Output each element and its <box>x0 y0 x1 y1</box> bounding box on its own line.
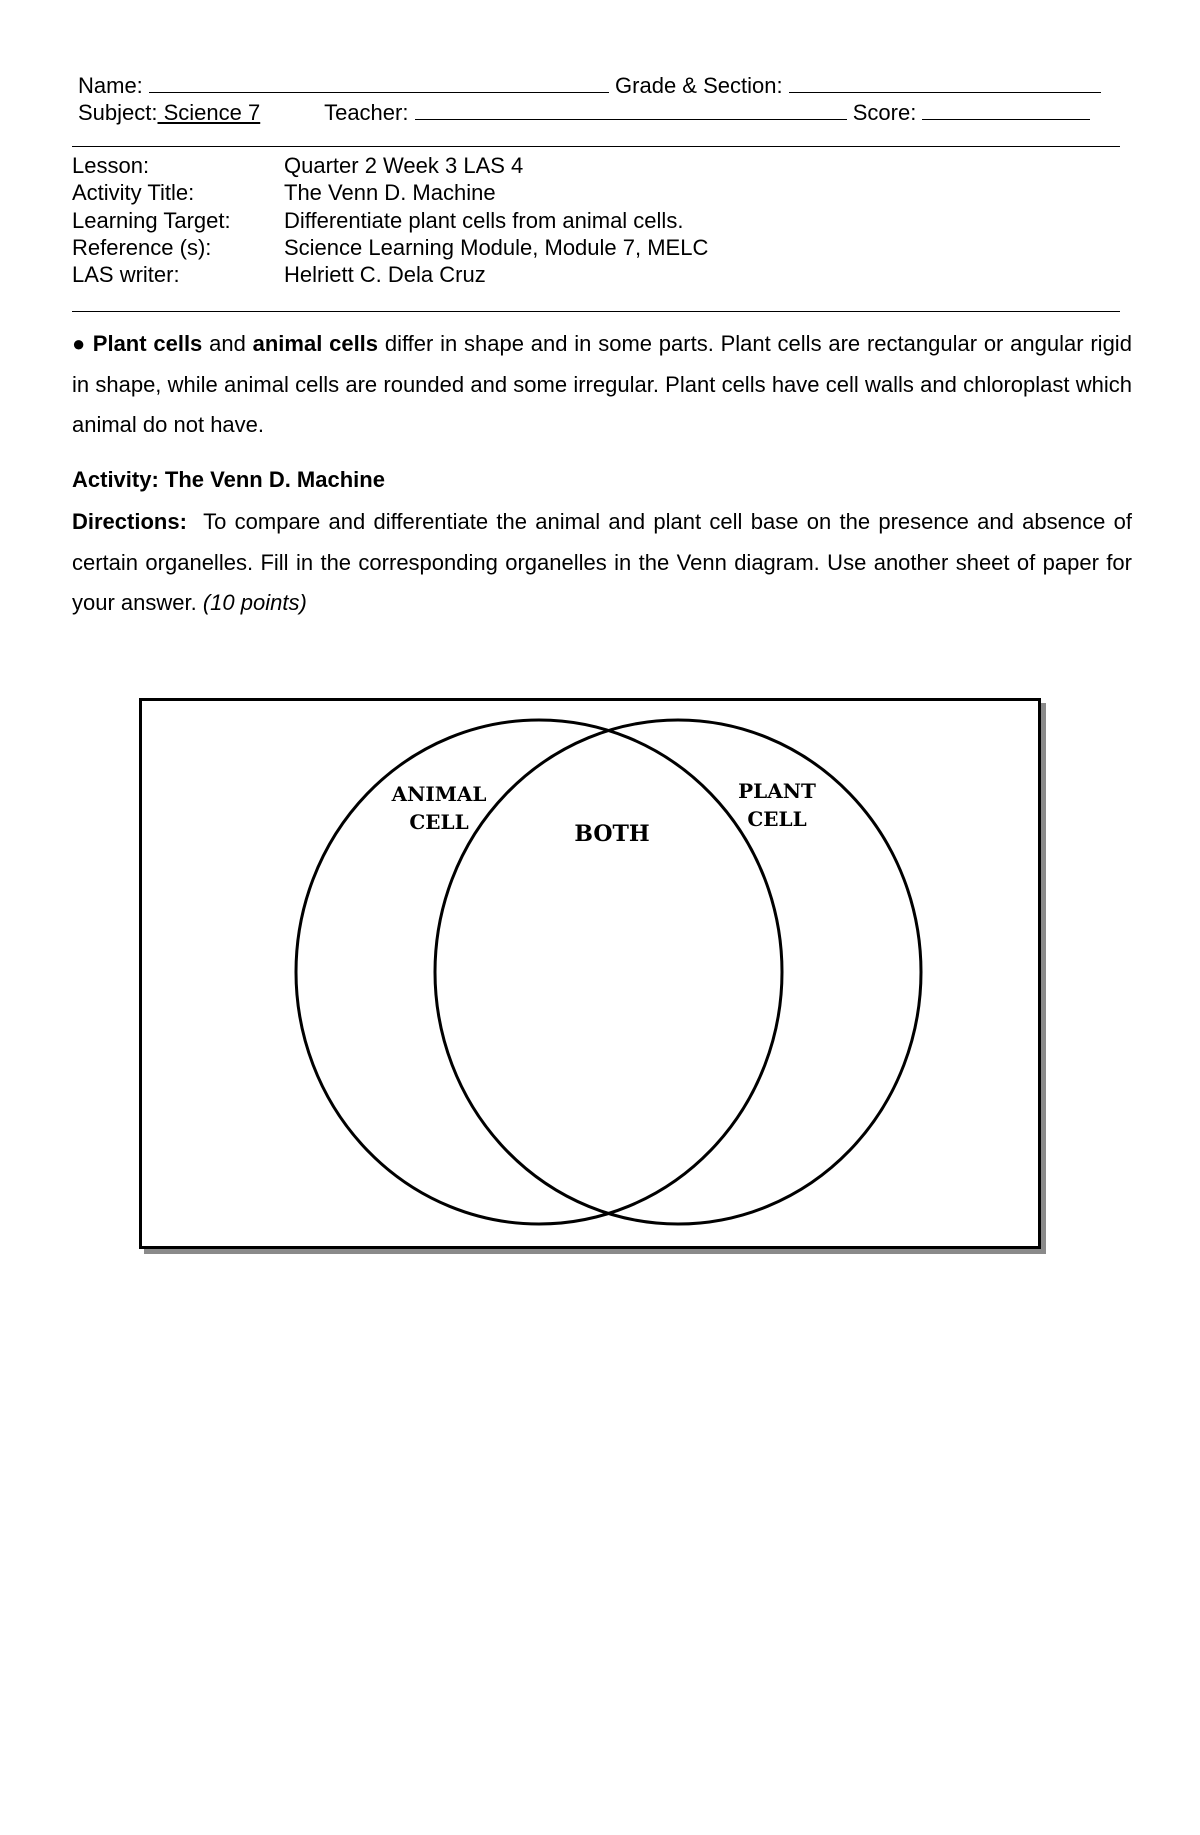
meta-label: Activity Title: <box>72 180 195 205</box>
directions-label: Directions: <box>72 509 187 534</box>
grade-section-blank[interactable] <box>789 72 1101 93</box>
subject-row <box>78 99 1090 126</box>
name-row <box>78 72 1101 99</box>
score-label: Score: <box>852 100 917 125</box>
divider-bottom <box>72 311 1120 312</box>
activity-title-text: Activity: The Venn D. Machine <box>72 467 385 492</box>
animal-cell-label-line2: CELL <box>409 810 469 834</box>
meta-value: Science Learning Module, Module 7, MELC <box>284 235 709 260</box>
directions-text: To compare and differentiate the animal and plant cell base on the presence and absence of certain organelles. Fill in the corresponding organelles in the Venn diagram. Use another sheet of paper for your answer. <box>72 509 1133 615</box>
meta-label: Learning Target: <box>72 208 231 233</box>
directions-paragraph <box>72 502 1132 624</box>
both-label: BOTH <box>574 821 650 847</box>
intro-bold-animal-cells: animal cells <box>252 331 379 356</box>
intro-and: and <box>209 331 246 356</box>
plant-cell-circle[interactable] <box>435 720 921 1224</box>
intro-bold-plant-cells: Plant cells <box>92 331 203 356</box>
meta-label: LAS writer: <box>72 262 180 287</box>
name-label: Name: <box>78 73 143 98</box>
venn-diagram <box>142 701 1038 1246</box>
meta-value: The Venn D. Machine <box>284 180 496 205</box>
name-blank[interactable] <box>149 72 609 93</box>
bullet: ● <box>72 331 86 356</box>
animal-cell-label-line1: ANIMAL <box>391 782 487 806</box>
score-blank[interactable] <box>922 99 1090 120</box>
activity-title <box>72 460 1132 501</box>
meta-value: Quarter 2 Week 3 LAS 4 <box>284 153 524 178</box>
meta-value: Differentiate plant cells from animal cells. <box>284 208 684 233</box>
meta-label: Reference (s): <box>72 235 212 260</box>
subject-label: Subject: <box>78 100 158 125</box>
subject-value: Science 7 <box>157 100 261 125</box>
animal-cell-circle[interactable] <box>296 720 782 1224</box>
grade-section-label: Grade & Section: <box>615 73 783 98</box>
meta-value: Helriett C. Dela Cruz <box>284 262 486 287</box>
intro-text: differ in shape and in some parts. Plant cells are rectangular or angular rigid in shape, while animal cells are rounded and some irregular. Plant cells have cell walls and chloroplast which animal do not have. <box>72 331 1132 437</box>
teacher-label: Teacher: <box>324 100 409 125</box>
plant-cell-label-line1: PLANT <box>738 779 816 803</box>
plant-cell-label-line2: CELL <box>747 807 807 831</box>
intro-paragraph <box>72 324 1132 446</box>
points-note: (10 points) <box>202 590 307 615</box>
venn-diagram-frame <box>139 698 1041 1249</box>
divider-top <box>72 146 1120 147</box>
meta-label: Lesson: <box>72 153 150 178</box>
teacher-blank[interactable] <box>415 99 847 120</box>
